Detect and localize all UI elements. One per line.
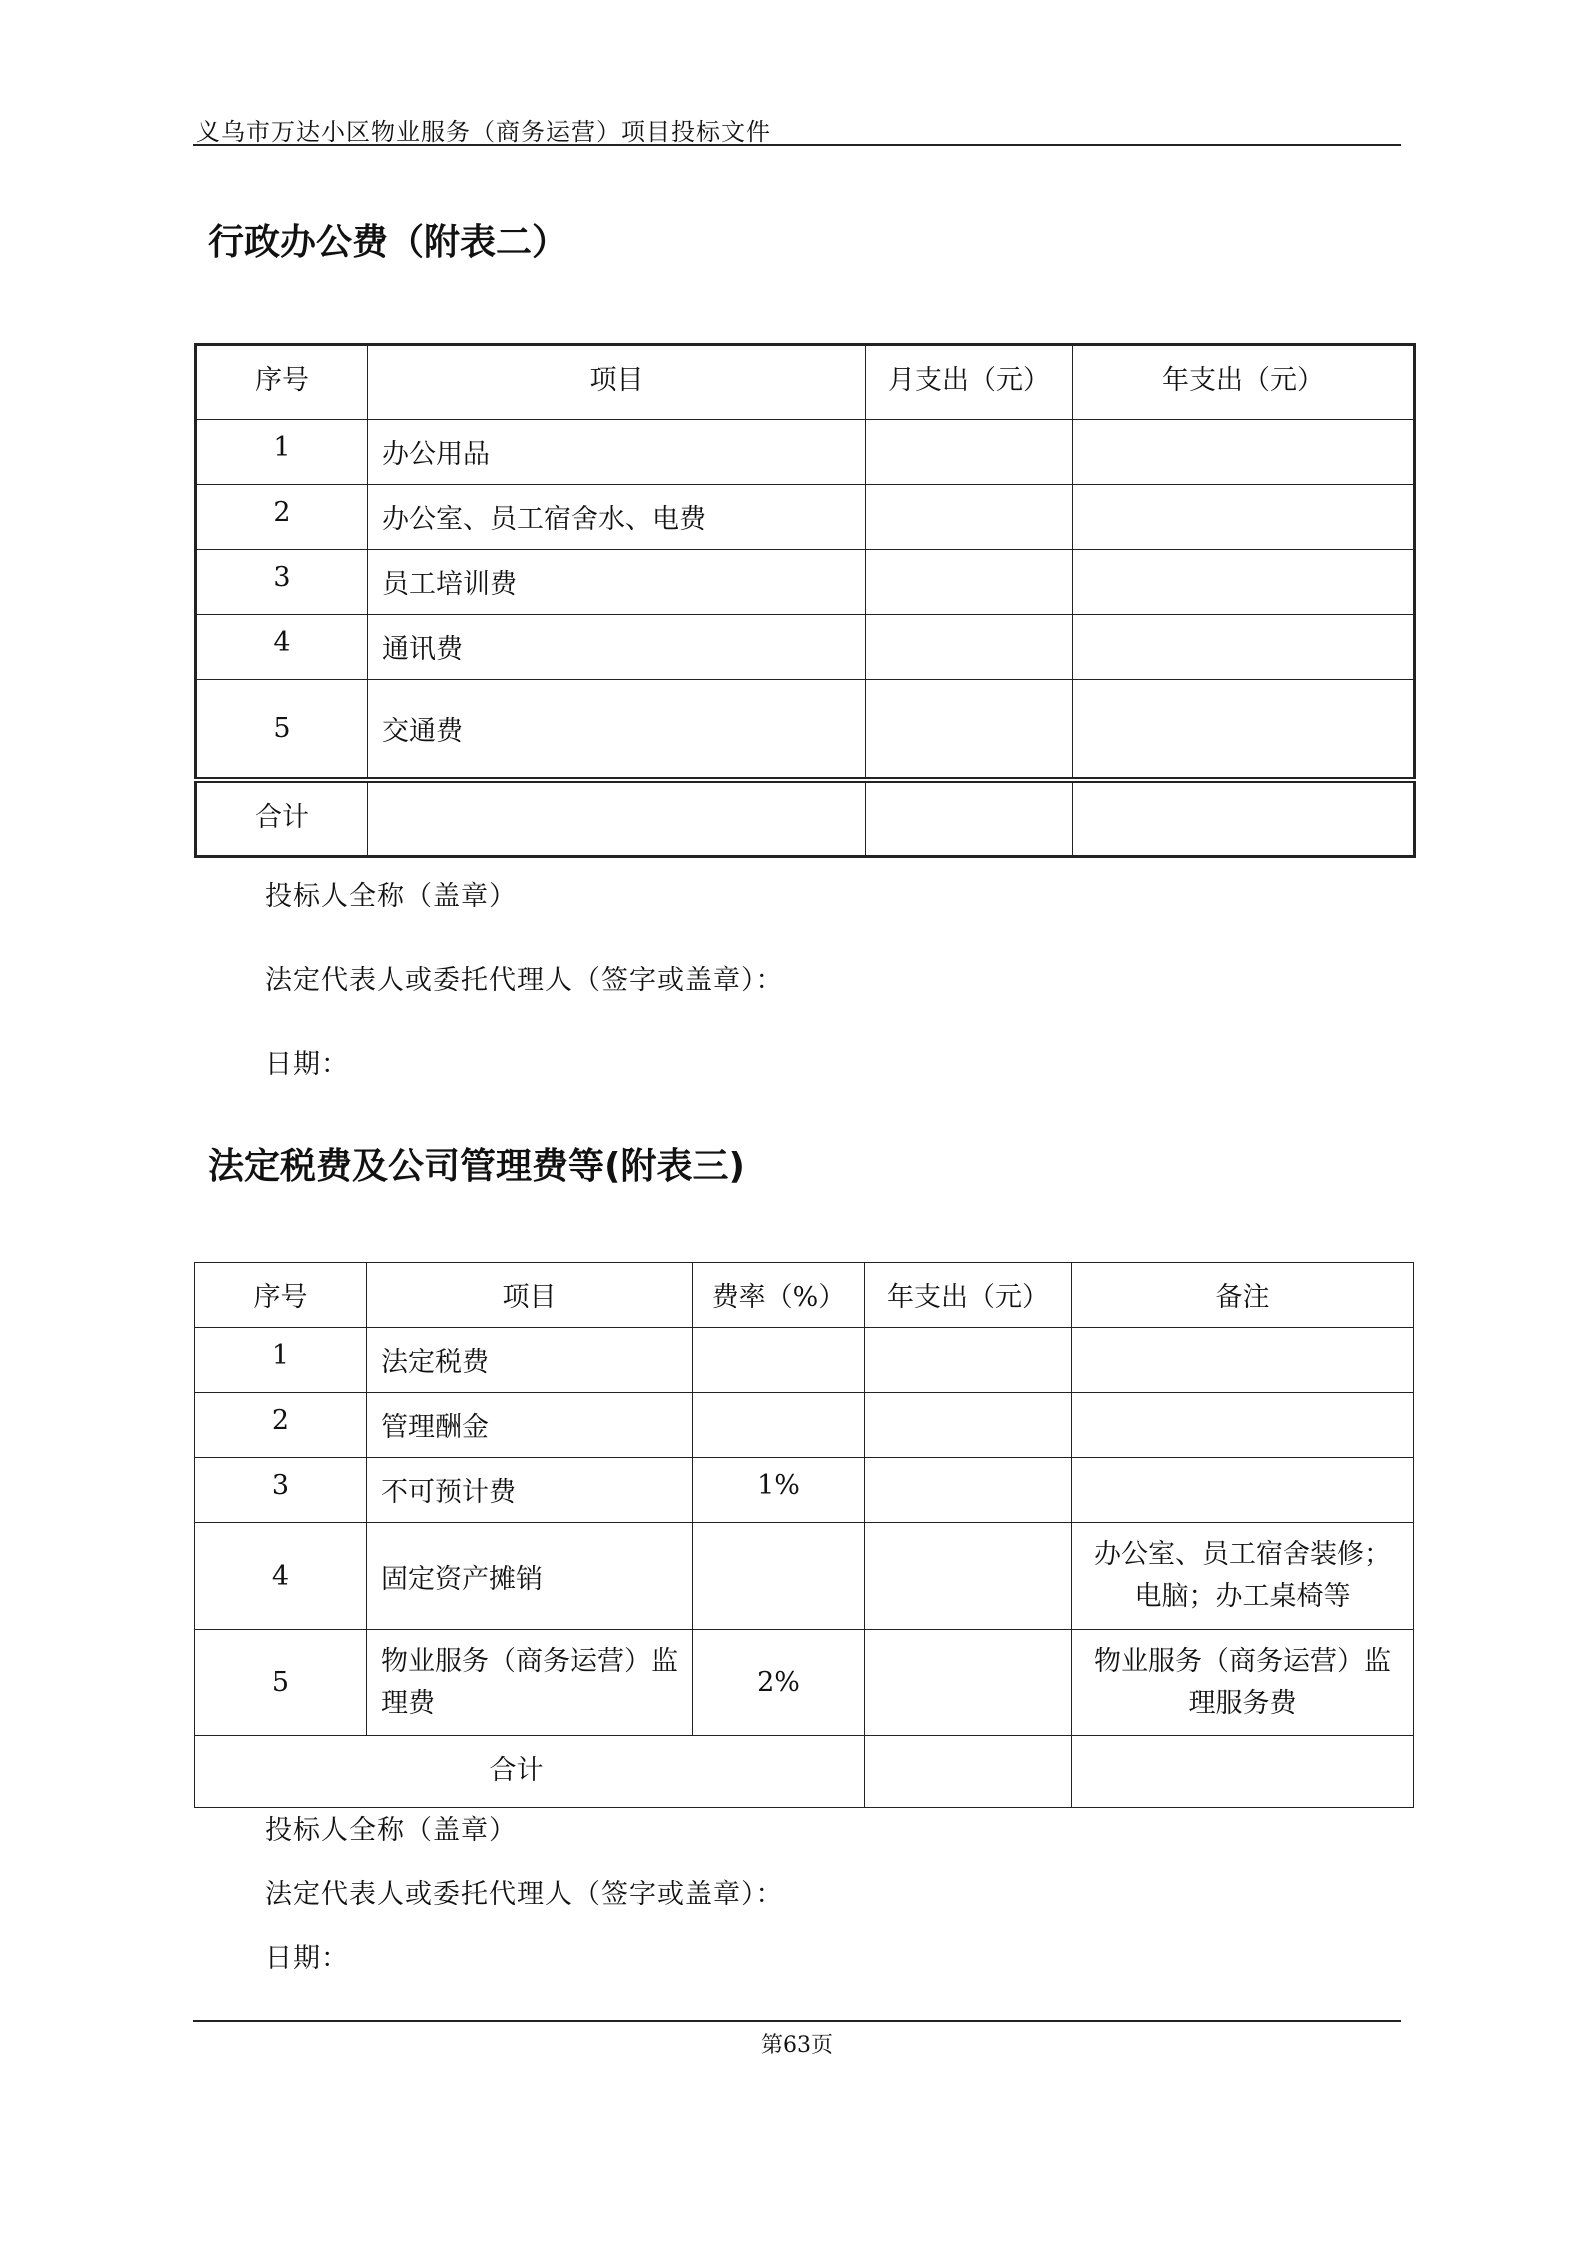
table-header-row bbox=[195, 1263, 1414, 1328]
yearly-cell[interactable] bbox=[1073, 420, 1415, 485]
total-monthly-cell[interactable] bbox=[866, 780, 1073, 857]
bidder-seal-line: 投标人全称（盖章） bbox=[265, 1815, 517, 1846]
table-row bbox=[196, 550, 1415, 615]
yearly-cell[interactable] bbox=[1073, 485, 1415, 550]
row-number: 3 bbox=[195, 1458, 367, 1523]
total-row bbox=[196, 780, 1415, 857]
column-header: 项目 bbox=[367, 1263, 693, 1328]
table-row bbox=[195, 1328, 1414, 1393]
row-number: 3 bbox=[196, 550, 368, 615]
row-item: 员工培训费 bbox=[368, 550, 866, 615]
row-item: 不可预计费 bbox=[367, 1458, 693, 1523]
row-number: 1 bbox=[196, 420, 368, 485]
row-item: 办公用品 bbox=[368, 420, 866, 485]
date-line: 日期： bbox=[265, 1943, 349, 1974]
rate-cell[interactable]: 1% bbox=[693, 1458, 865, 1523]
monthly-cell[interactable] bbox=[866, 485, 1073, 550]
table-row bbox=[196, 680, 1415, 780]
rate-cell[interactable] bbox=[693, 1523, 865, 1630]
remark-cell[interactable] bbox=[1072, 1328, 1414, 1393]
yearly-cell[interactable] bbox=[865, 1328, 1072, 1393]
document-header: 义乌市万达小区物业服务（商务运营）项目投标文件 bbox=[196, 118, 771, 146]
total-item-cell bbox=[368, 780, 866, 857]
table-row bbox=[196, 420, 1415, 485]
monthly-cell[interactable] bbox=[866, 680, 1073, 780]
column-header: 月支出（元） bbox=[866, 345, 1073, 420]
admin-expense-table bbox=[194, 343, 1416, 858]
total-label: 合计 bbox=[195, 1736, 865, 1808]
table-row bbox=[195, 1393, 1414, 1458]
row-number: 5 bbox=[196, 680, 368, 780]
column-header: 年支出（元） bbox=[865, 1263, 1072, 1328]
section2-title: 法定税费及公司管理费等(附表三) bbox=[208, 1146, 745, 1187]
date-line: 日期： bbox=[265, 1049, 349, 1080]
column-header: 序号 bbox=[196, 345, 368, 420]
yearly-cell[interactable] bbox=[1073, 680, 1415, 780]
row-number: 1 bbox=[195, 1328, 367, 1393]
yearly-cell[interactable] bbox=[1073, 615, 1415, 680]
section1-title: 行政办公费（附表二） bbox=[208, 222, 569, 263]
remark-cell[interactable] bbox=[1072, 1458, 1414, 1523]
row-number: 2 bbox=[196, 485, 368, 550]
row-item: 办公室、员工宿舍水、电费 bbox=[368, 485, 866, 550]
bidder-seal-line: 投标人全称（盖章） bbox=[265, 881, 517, 912]
row-item: 固定资产摊销 bbox=[367, 1523, 693, 1630]
row-item: 通讯费 bbox=[368, 615, 866, 680]
row-number: 4 bbox=[195, 1523, 367, 1630]
row-item: 交通费 bbox=[368, 680, 866, 780]
row-number: 4 bbox=[196, 615, 368, 680]
table-row bbox=[196, 615, 1415, 680]
rate-cell[interactable] bbox=[693, 1393, 865, 1458]
row-item: 物业服务（商务运营）监理费 bbox=[367, 1630, 693, 1736]
table-row bbox=[195, 1523, 1414, 1630]
yearly-cell[interactable] bbox=[865, 1523, 1072, 1630]
total-yearly-cell[interactable] bbox=[865, 1736, 1072, 1808]
monthly-cell[interactable] bbox=[866, 420, 1073, 485]
column-header: 费率（%） bbox=[693, 1263, 865, 1328]
row-item: 管理酬金 bbox=[367, 1393, 693, 1458]
column-header: 备注 bbox=[1072, 1263, 1414, 1328]
remark-cell[interactable]: 物业服务（商务运营）监理服务费 bbox=[1072, 1630, 1414, 1736]
representative-sign-line: 法定代表人或委托代理人（签字或盖章）： bbox=[265, 1879, 784, 1910]
row-number: 2 bbox=[195, 1393, 367, 1458]
yearly-cell[interactable] bbox=[865, 1393, 1072, 1458]
table-header-row bbox=[196, 345, 1415, 420]
remark-cell[interactable]: 办公室、员工宿舍装修；电脑；办工桌椅等 bbox=[1072, 1523, 1414, 1630]
table-row bbox=[195, 1458, 1414, 1523]
yearly-cell[interactable] bbox=[865, 1630, 1072, 1736]
header-rule bbox=[193, 144, 1401, 146]
yearly-cell[interactable] bbox=[1073, 550, 1415, 615]
column-header: 年支出（元） bbox=[1073, 345, 1415, 420]
table-row bbox=[195, 1630, 1414, 1736]
rate-cell[interactable] bbox=[693, 1328, 865, 1393]
row-number: 5 bbox=[195, 1630, 367, 1736]
column-header: 序号 bbox=[195, 1263, 367, 1328]
column-header: 项目 bbox=[368, 345, 866, 420]
remark-cell[interactable] bbox=[1072, 1393, 1414, 1458]
tax-management-table bbox=[194, 1262, 1414, 1808]
monthly-cell[interactable] bbox=[866, 550, 1073, 615]
total-row bbox=[195, 1736, 1414, 1808]
yearly-cell[interactable] bbox=[865, 1458, 1072, 1523]
row-item: 法定税费 bbox=[367, 1328, 693, 1393]
total-yearly-cell[interactable] bbox=[1073, 780, 1415, 857]
table-row bbox=[196, 485, 1415, 550]
total-label: 合计 bbox=[196, 780, 368, 857]
footer-rule bbox=[193, 2020, 1401, 2022]
monthly-cell[interactable] bbox=[866, 615, 1073, 680]
page-number: 第63页 bbox=[761, 2033, 833, 2058]
total-remark-cell[interactable] bbox=[1072, 1736, 1414, 1808]
representative-sign-line: 法定代表人或委托代理人（签字或盖章）： bbox=[265, 965, 784, 996]
rate-cell[interactable]: 2% bbox=[693, 1630, 865, 1736]
